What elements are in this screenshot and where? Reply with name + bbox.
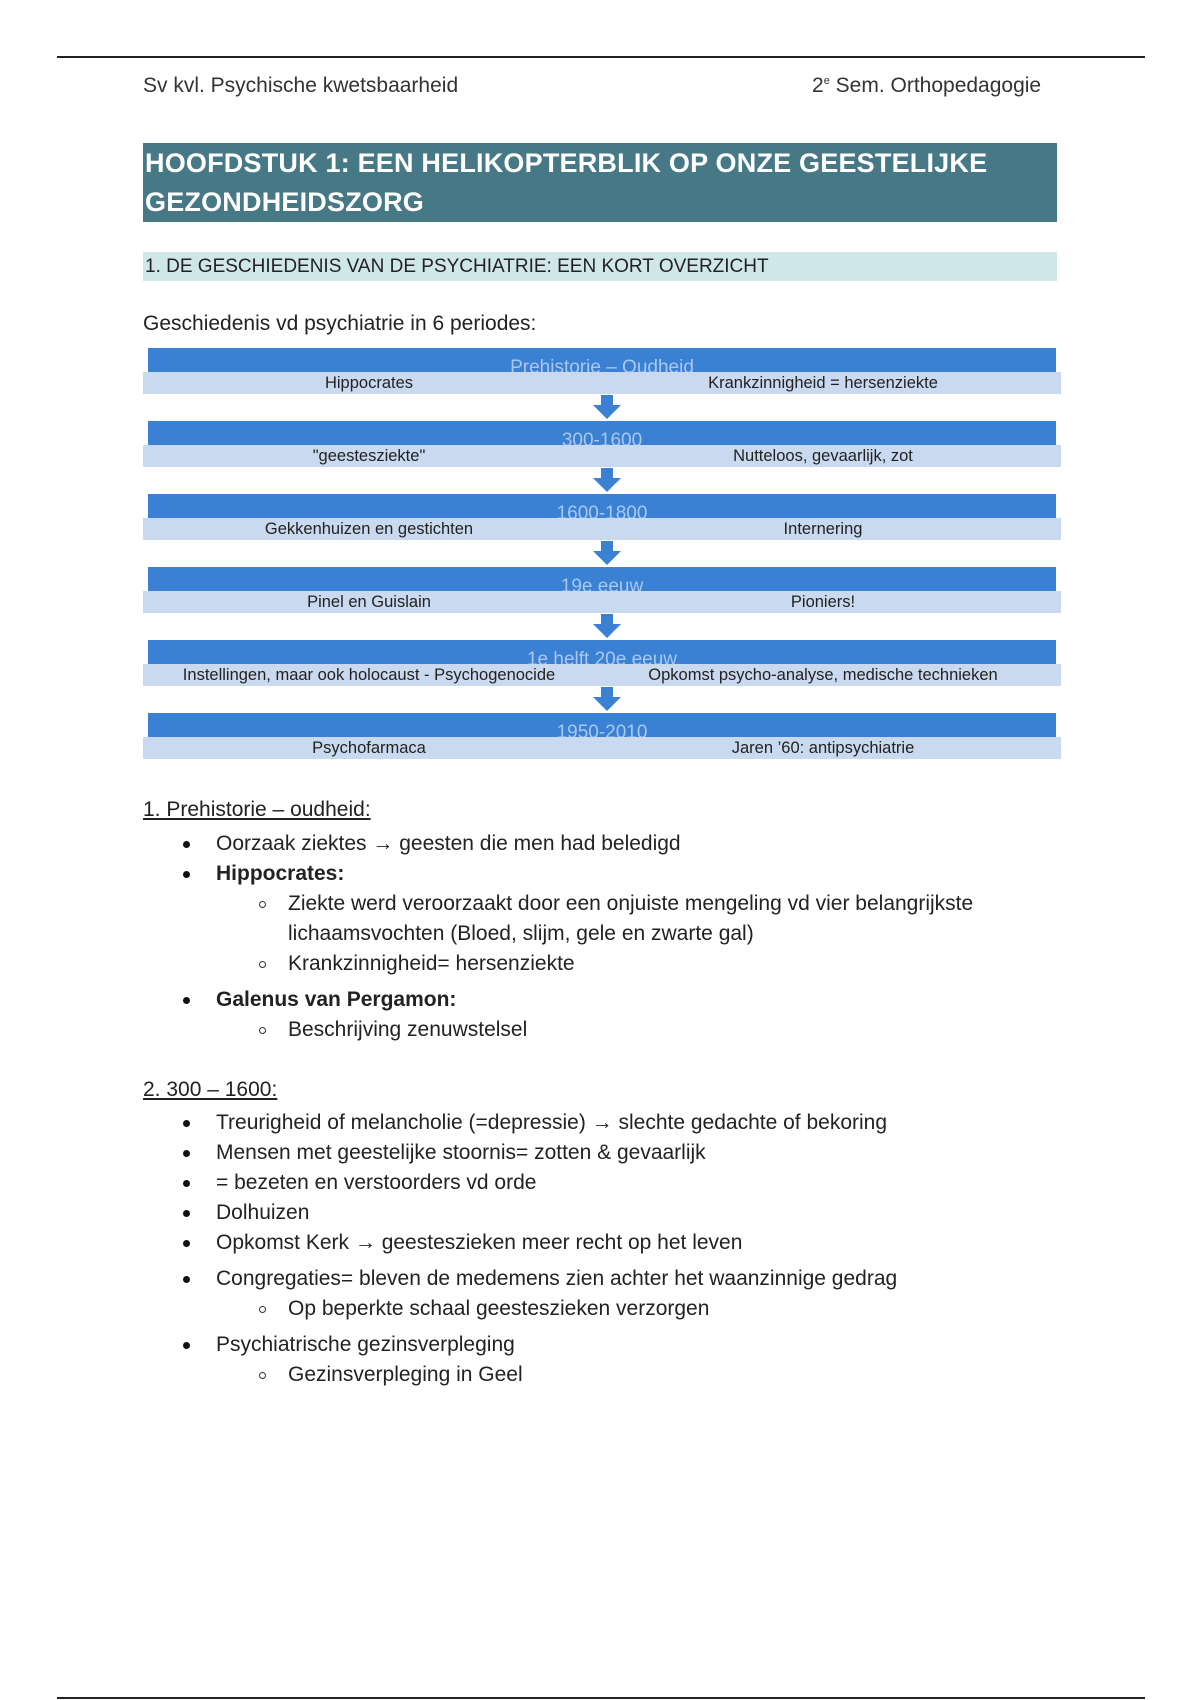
down-arrow-icon <box>592 687 622 711</box>
part2-heading: 2. 300 – 1600: <box>143 1078 278 1101</box>
down-arrow-icon <box>592 541 622 565</box>
period-title: Prehistorie – Oudheid <box>148 348 1056 372</box>
list-item: Mensen met geestelijke stoornis= zotten & gevaarlijk <box>143 1138 1043 1168</box>
sub-list-item: Op beperkte schaal geesteszieken verzorgen <box>216 1294 1043 1324</box>
footer-rule <box>57 1697 1145 1699</box>
period-right-note: Opkomst psycho-analyse, medische technieken <box>648 666 998 684</box>
timeline-diagram <box>143 348 1059 763</box>
period-title: 1950-2010 <box>148 713 1056 737</box>
list-item: = bezeten en verstoorders vd orde <box>143 1168 1043 1198</box>
down-arrow-icon <box>592 468 622 492</box>
period-title: 1600-1800 <box>148 494 1056 518</box>
period-left-note: Psychofarmaca <box>312 739 426 757</box>
section-heading: 1. DE GESCHIEDENIS VAN DE PSYCHIATRIE: EEN KORT OVERZICHT <box>143 252 1057 281</box>
period-left-note: Instellingen, maar ook holocaust - Psychogenocide <box>182 666 556 684</box>
timeline-period <box>148 348 1056 394</box>
list-item: Hippocrates: Ziekte werd veroorzaakt door een onjuiste mengeling vd vier belangrijkste lichaamsvochten (Bloed, slijm, gele en zwarte gal) Krankzinnigheid= hersenziekte <box>143 859 1043 979</box>
list-item: Psychiatrische gezinsverpleging Gezinsverpleging in Geel <box>143 1330 1043 1390</box>
sub-list-item: Ziekte werd veroorzaakt door een onjuiste mengeling vd vier belangrijkste lichaamsvochten (Bloed, slijm, gele en zwarte gal) <box>216 889 1043 949</box>
timeline-intro: Geschiedenis vd psychiatrie in 6 periodes: <box>143 312 537 335</box>
period-right-note: Krankzinnigheid = hersenziekte <box>708 374 938 392</box>
header-rule <box>57 56 1145 58</box>
timeline-period <box>148 640 1056 686</box>
period-left-note: Hippocrates <box>324 374 414 392</box>
list-item: Opkomst Kerk → geesteszieken meer recht op het leven <box>143 1228 1043 1258</box>
timeline-period <box>148 567 1056 613</box>
timeline-period <box>148 421 1056 467</box>
period-left-note: "geestesziekte" <box>312 447 426 465</box>
period-title: 1e helft 20e eeuw <box>148 640 1056 664</box>
sub-list-item: Krankzinnigheid= hersenziekte <box>216 949 1043 979</box>
timeline-period <box>148 713 1056 759</box>
period-left-note: Gekkenhuizen en gestichten <box>264 520 474 538</box>
header-course-title: Sv kvl. Psychische kwetsbaarheid <box>143 74 459 97</box>
sub-list-item: Beschrijving zenuwstelsel <box>216 1015 1043 1045</box>
sub-list-item: Gezinsverpleging in Geel <box>216 1360 1043 1390</box>
period-left-note: Pinel en Guislain <box>307 593 431 611</box>
down-arrow-icon <box>592 614 622 638</box>
part2-list <box>143 1108 1043 1390</box>
chapter-title-line1: HOOFDSTUK 1: EEN HELIKOPTERBLIK OP ONZE GEESTELIJKE <box>145 148 988 178</box>
list-item: Treurigheid of melancholie (=depressie) → slechte gedachte of bekoring <box>143 1108 1043 1138</box>
timeline-period <box>148 494 1056 540</box>
part1-heading: 1. Prehistorie – oudheid: <box>143 798 371 821</box>
period-right-note: Pioniers! <box>790 593 856 611</box>
list-item: Galenus van Pergamon: Beschrijving zenuwstelsel <box>143 985 1043 1045</box>
period-right-note: Internering <box>783 520 863 538</box>
chapter-title-line2: GEZONDHEIDSZORG <box>145 187 425 217</box>
period-right-note: Nutteloos, gevaarlijk, zot <box>733 447 913 465</box>
part1-list <box>143 829 1043 1045</box>
list-item: Dolhuizen <box>143 1198 1043 1228</box>
down-arrow-icon <box>592 395 622 419</box>
period-right-note: Jaren ’60: antipsychiatrie <box>731 739 915 757</box>
period-title: 300-1600 <box>148 421 1056 445</box>
header-semester: 2e Sem. Orthopedagogie <box>812 74 1042 97</box>
period-title: 19e eeuw <box>148 567 1056 591</box>
chapter-title <box>143 143 1057 222</box>
list-item: Congregaties= bleven de medemens zien achter het waanzinnige gedrag Op beperkte schaal geesteszieken verzorgen <box>143 1264 1043 1324</box>
list-item: Oorzaak ziektes → geesten die men had beledigd <box>143 829 1043 859</box>
